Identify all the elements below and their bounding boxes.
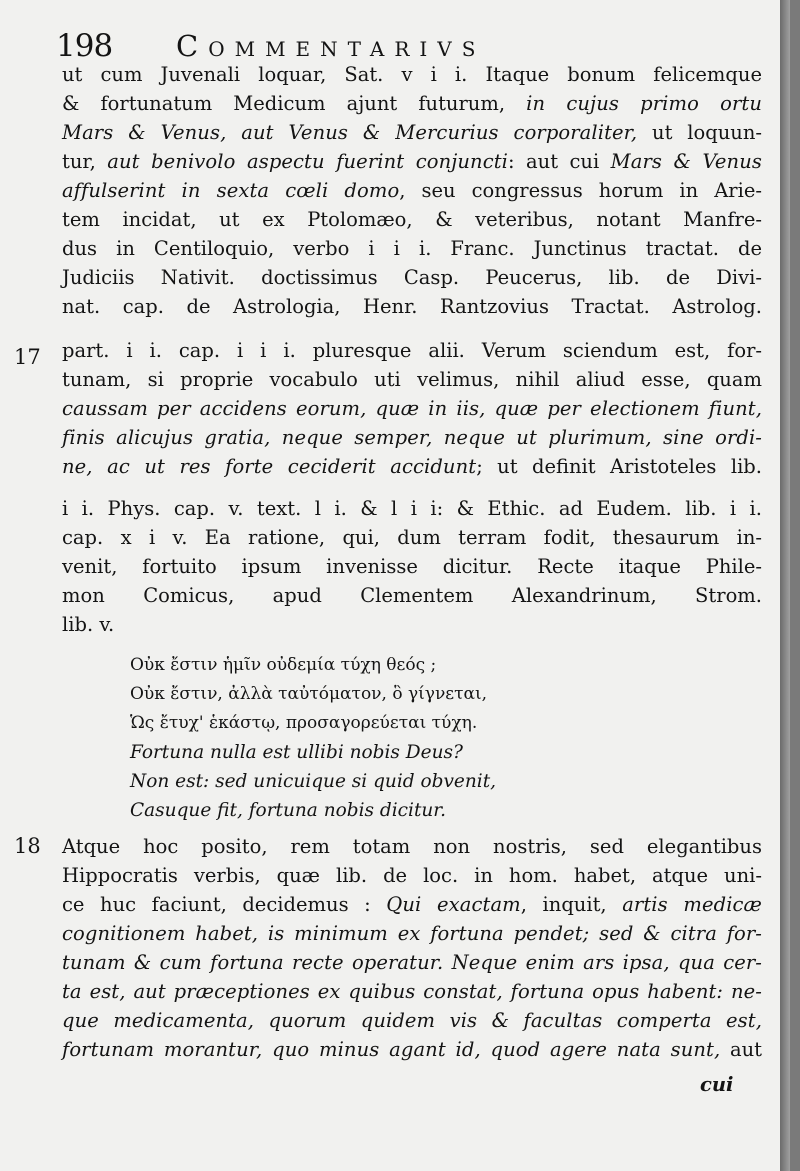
page-edge-shadow — [780, 0, 790, 1171]
running-head: Commentarivs — [176, 29, 486, 63]
text-line-29: cognitionem habet, is minimum ex fortuna pendet; sed & citra for- — [62, 922, 762, 945]
verse-greek-3: Ὡς ἔτυχ' ἑκάστῳ, προσαγορεύεται τύχη. — [130, 713, 478, 733]
verse-greek-1: Οὐκ ἔστιν ἡμῖν οὐδεμία τύχη θεός ; — [130, 655, 437, 675]
text-line-16: cap. x i v. Ea ratione, qui, dum terram fodit, thesaurum in- — [62, 526, 762, 549]
catchword: cui — [700, 1073, 734, 1096]
text-line-3: Mars & Venus, aut Venus & Mercurius corporaliter, ut loquun- — [62, 121, 762, 144]
verse-latin-2: Non est: sed unicuique si quid obvenit, — [130, 771, 497, 792]
text-line-5: affulserint in sexta cœli domo, seu congressus horum in Arie- — [62, 179, 762, 202]
text-line-12: caussam per accidens eorum, quæ in iis, quæ per electionem fiunt, — [62, 397, 762, 420]
text-line-15: i i. Phys. cap. v. text. l i. & l i i: & Ethic. ad Eudem. lib. i i. — [62, 497, 762, 520]
text-line-18: mon Comicus, apud Clementem Alexandrinum, Strom. — [62, 584, 762, 607]
verse-greek-2: Οὐκ ἔστιν, ἀλλὰ ταὐτόματον, ὃ γίγνεται, — [130, 684, 488, 704]
text-line-8: Judiciis Nativit. doctissimus Casp. Peucerus, lib. de Divi- — [62, 266, 762, 289]
text-line-14: ne, ac ut res forte ceciderit accidunt; ut definit Aristoteles lib. — [62, 455, 762, 478]
text-line-32: que medicamenta, quorum quidem vis & facultas comperta est, — [62, 1009, 762, 1032]
margin-number-18: 18 — [14, 834, 41, 858]
page-number: 198 — [56, 28, 113, 64]
text-line-27: Hippocratis verbis, quæ lib. de loc. in hom. habet, atque uni- — [62, 864, 762, 887]
text-line-13: finis alicujus gratia, neque semper, neque ut plurimum, sine ordi- — [62, 426, 762, 449]
text-line-2: & fortunatum Medicum ajunt futurum, in cujus primo ortu — [62, 92, 762, 115]
text-line-26: Atque hoc posito, rem totam non nostris, sed elegantibus — [62, 835, 762, 858]
margin-number-17: 17 — [14, 345, 41, 369]
text-line-19: lib. v. — [62, 613, 115, 636]
text-line-7: dus in Centiloquio, verbo i i i. Franc. Junctinus tractat. de — [62, 237, 762, 260]
text-line-9: nat. cap. de Astrologia, Henr. Rantzovius Tractat. Astrolog. — [62, 295, 762, 318]
verse-latin-3: Casuque fit, fortuna nobis dicitur. — [130, 800, 446, 821]
verse-latin-1: Fortuna nulla est ullibi nobis Deus? — [130, 742, 463, 763]
text-line-30: tunam & cum fortuna recte operatur. Neque enim ars ipsa, qua cer- — [62, 951, 762, 974]
text-line-11: tunam, si proprie vocabulo uti velimus, nihil aliud esse, quam — [62, 368, 762, 391]
text-line-33: fortunam morantur, quo minus agant id, quod agere nata sunt, aut — [62, 1038, 762, 1061]
text-line-17: venit, fortuito ipsum invenisse dicitur. Recte itaque Phile- — [62, 555, 762, 578]
text-line-10: part. i i. cap. i i i. pluresque alii. Verum sciendum est, for- — [62, 339, 762, 362]
text-line-4: tur, aut benivolo aspectu fuerint conjuncti: aut cui Mars & Venus — [62, 150, 762, 173]
text-line-1: ut cum Juvenali loquar, Sat. v i i. Itaque bonum felicemque — [62, 63, 762, 86]
text-line-28: ce huc faciunt, decidemus : Qui exactam, inquit, artis medicæ — [62, 893, 762, 916]
text-line-6: tem incidat, ut ex Ptolomæo, & veteribus, notant Manfre- — [62, 208, 762, 231]
text-line-31: ta est, aut præceptiones ex quibus constat, fortuna opus habent: ne- — [62, 980, 762, 1003]
